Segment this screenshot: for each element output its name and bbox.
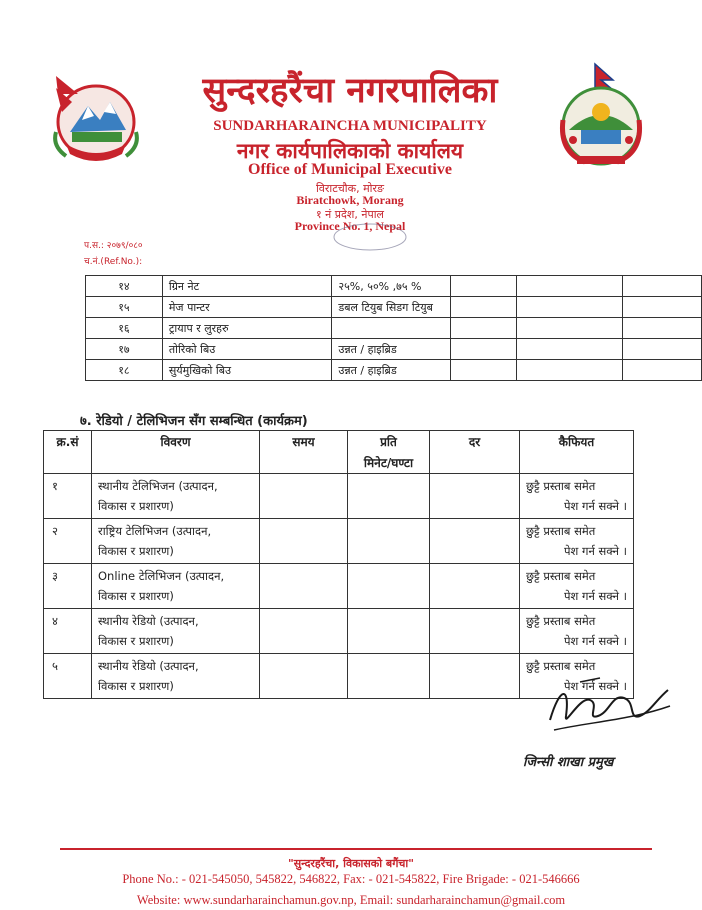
desc-line: स्थानीय रेडियो (उत्पादन, — [98, 659, 199, 673]
row-number: ३ — [44, 564, 92, 609]
desc-line: विकास र प्रशारण) — [98, 544, 174, 558]
reference-number: च.नं.(Ref.No.): — [84, 257, 143, 267]
item-spec: डबल टियुब सिडग टियुब — [332, 297, 450, 318]
empty-cell — [450, 360, 517, 381]
header-rate: दर — [430, 431, 520, 474]
row-number: ४ — [44, 609, 92, 654]
empty-cell — [430, 519, 520, 564]
address-nepali: विराटचौक, मोरङ — [315, 182, 385, 195]
signatory-title: जिन्सी शाखा प्रमुख — [523, 755, 614, 770]
empty-cell — [348, 654, 430, 699]
row-remarks — [520, 519, 634, 564]
section-heading: ७. रेडियो / टेलिभिजन सँग सम्बन्धित (कार्यक्रम) — [80, 414, 308, 429]
remark-line: पेश गर्न सक्ने । — [564, 499, 627, 513]
remark-line: छुट्टै प्रस्ताब समेत — [526, 479, 596, 493]
empty-cell — [430, 654, 520, 699]
table-row — [86, 297, 702, 318]
row-remarks — [520, 474, 634, 519]
remark-line: छुट्टै प्रस्ताब समेत — [526, 524, 596, 538]
empty-cell — [348, 519, 430, 564]
empty-cell — [623, 339, 702, 360]
row-number: १८ — [86, 360, 163, 381]
row-number: १७ — [86, 339, 163, 360]
empty-cell — [517, 360, 623, 381]
item-name: तोरिको बिउ — [162, 339, 332, 360]
remark-line: छुट्टै प्रस्ताब समेत — [526, 614, 596, 628]
items-table-continued — [85, 275, 702, 381]
empty-cell — [260, 654, 348, 699]
empty-cell — [450, 297, 517, 318]
header-per-unit — [348, 431, 430, 474]
row-number: १५ — [86, 297, 163, 318]
desc-line: विकास र प्रशारण) — [98, 634, 174, 648]
desc-line: Online टेलिभिजन (उत्पादन, — [98, 569, 225, 583]
footer-divider — [60, 848, 652, 850]
municipality-logo-icon — [555, 60, 647, 172]
row-number: ५ — [44, 654, 92, 699]
empty-cell — [450, 318, 517, 339]
province-english: Province No. 1, Nepal — [294, 219, 406, 233]
empty-cell — [260, 519, 348, 564]
nepal-emblem-icon — [52, 72, 140, 164]
table-row — [86, 276, 702, 297]
row-description — [92, 519, 260, 564]
item-spec — [332, 318, 450, 339]
address-english: Biratchowk, Morang — [296, 193, 404, 207]
row-description — [92, 609, 260, 654]
empty-cell — [623, 276, 702, 297]
item-name: ग्रिन नेट — [162, 276, 332, 297]
remark-line: पेश गर्न सक्ने । — [564, 679, 627, 693]
empty-cell — [260, 609, 348, 654]
desc-line: विकास र प्रशारण) — [98, 499, 174, 513]
item-name: सुर्यमुखिको बिउ — [162, 360, 332, 381]
remark-line: छुट्टै प्रस्ताब समेत — [526, 659, 596, 673]
empty-cell — [517, 297, 623, 318]
office-stamp-icon — [330, 222, 410, 252]
empty-cell — [517, 276, 623, 297]
empty-cell — [450, 276, 517, 297]
empty-cell — [430, 564, 520, 609]
table-header-row — [44, 431, 634, 474]
empty-cell — [260, 564, 348, 609]
footer-slogan: "सुन्दरहरैंचा, विकासको बगैंचा" — [288, 857, 414, 870]
row-number: १ — [44, 474, 92, 519]
desc-line: स्थानीय रेडियो (उत्पादन, — [98, 614, 199, 628]
row-description — [92, 654, 260, 699]
empty-cell — [430, 609, 520, 654]
empty-cell — [450, 339, 517, 360]
item-spec: २५%, ५०% ,७५ % — [332, 276, 450, 297]
row-description — [92, 474, 260, 519]
remark-line: छुट्टै प्रस्ताब समेत — [526, 569, 596, 583]
remark-line: पेश गर्न सक्ने । — [564, 544, 627, 558]
empty-cell — [430, 474, 520, 519]
item-name: ट्रायाप र लुरहरु — [162, 318, 332, 339]
office-title-english: Office of Municipal Executive — [248, 161, 452, 178]
row-remarks — [520, 609, 634, 654]
province-nepali: १ नं प्रदेश, नेपाल — [315, 208, 385, 221]
empty-cell — [623, 318, 702, 339]
header-per-line1: प्रति — [380, 435, 397, 449]
empty-cell — [348, 609, 430, 654]
row-number: १६ — [86, 318, 163, 339]
header-time: समय — [260, 431, 348, 474]
header-per-line2: मिनेट/घण्टा — [363, 456, 414, 470]
item-spec: उन्नत / हाइब्रिड — [332, 360, 450, 381]
office-title-nepali: नगर कार्यपालिकाको कार्यालय — [236, 138, 464, 163]
empty-cell — [348, 474, 430, 519]
row-remarks — [520, 564, 634, 609]
desc-line: विकास र प्रशारण) — [98, 679, 174, 693]
header-description: विवरण — [92, 431, 260, 474]
table-row — [44, 519, 634, 564]
empty-cell — [517, 318, 623, 339]
desc-line: स्थानीय टेलिभिजन (उत्पादन, — [98, 479, 218, 493]
remark-line: पेश गर्न सक्ने । — [564, 589, 627, 603]
signature-icon — [540, 676, 674, 740]
municipality-title-nepali: सुन्दरहरैंचा नगरपालिका — [202, 70, 498, 111]
radio-tv-table — [43, 430, 634, 699]
header-remarks: कैफियत — [520, 431, 634, 474]
empty-cell — [623, 297, 702, 318]
remark-line: पेश गर्न सक्ने । — [564, 634, 627, 648]
item-spec: उन्नत / हाइब्रिड — [332, 339, 450, 360]
table-row — [86, 360, 702, 381]
desc-line: राष्ट्रिय टेलिभिजन (उत्पादन, — [98, 524, 212, 538]
table-row — [86, 318, 702, 339]
table-row — [44, 474, 634, 519]
row-description — [92, 564, 260, 609]
footer-phone: Phone No.: - 021-545050, 545822, 546822, Fax: - 021-545822, Fire Brigade: - 021-546666 — [122, 872, 580, 886]
table-row — [44, 609, 634, 654]
footer-website: Website: www.sundarharainchamun.gov.np, Email: sundarharainchamun@gmail.com — [136, 893, 566, 907]
empty-cell — [348, 564, 430, 609]
empty-cell — [517, 339, 623, 360]
letter-number: प.स.: २०७९/०८० — [84, 241, 143, 251]
table-row — [44, 564, 634, 609]
header-sn: क्र.सं — [44, 431, 92, 474]
row-number: १४ — [86, 276, 163, 297]
municipality-title-english: SUNDARHARAINCHA MUNICIPALITY — [213, 118, 487, 134]
empty-cell — [260, 474, 348, 519]
desc-line: विकास र प्रशारण) — [98, 589, 174, 603]
item-name: मेज पान्टर — [162, 297, 332, 318]
empty-cell — [623, 360, 702, 381]
row-number: २ — [44, 519, 92, 564]
table-row — [86, 339, 702, 360]
